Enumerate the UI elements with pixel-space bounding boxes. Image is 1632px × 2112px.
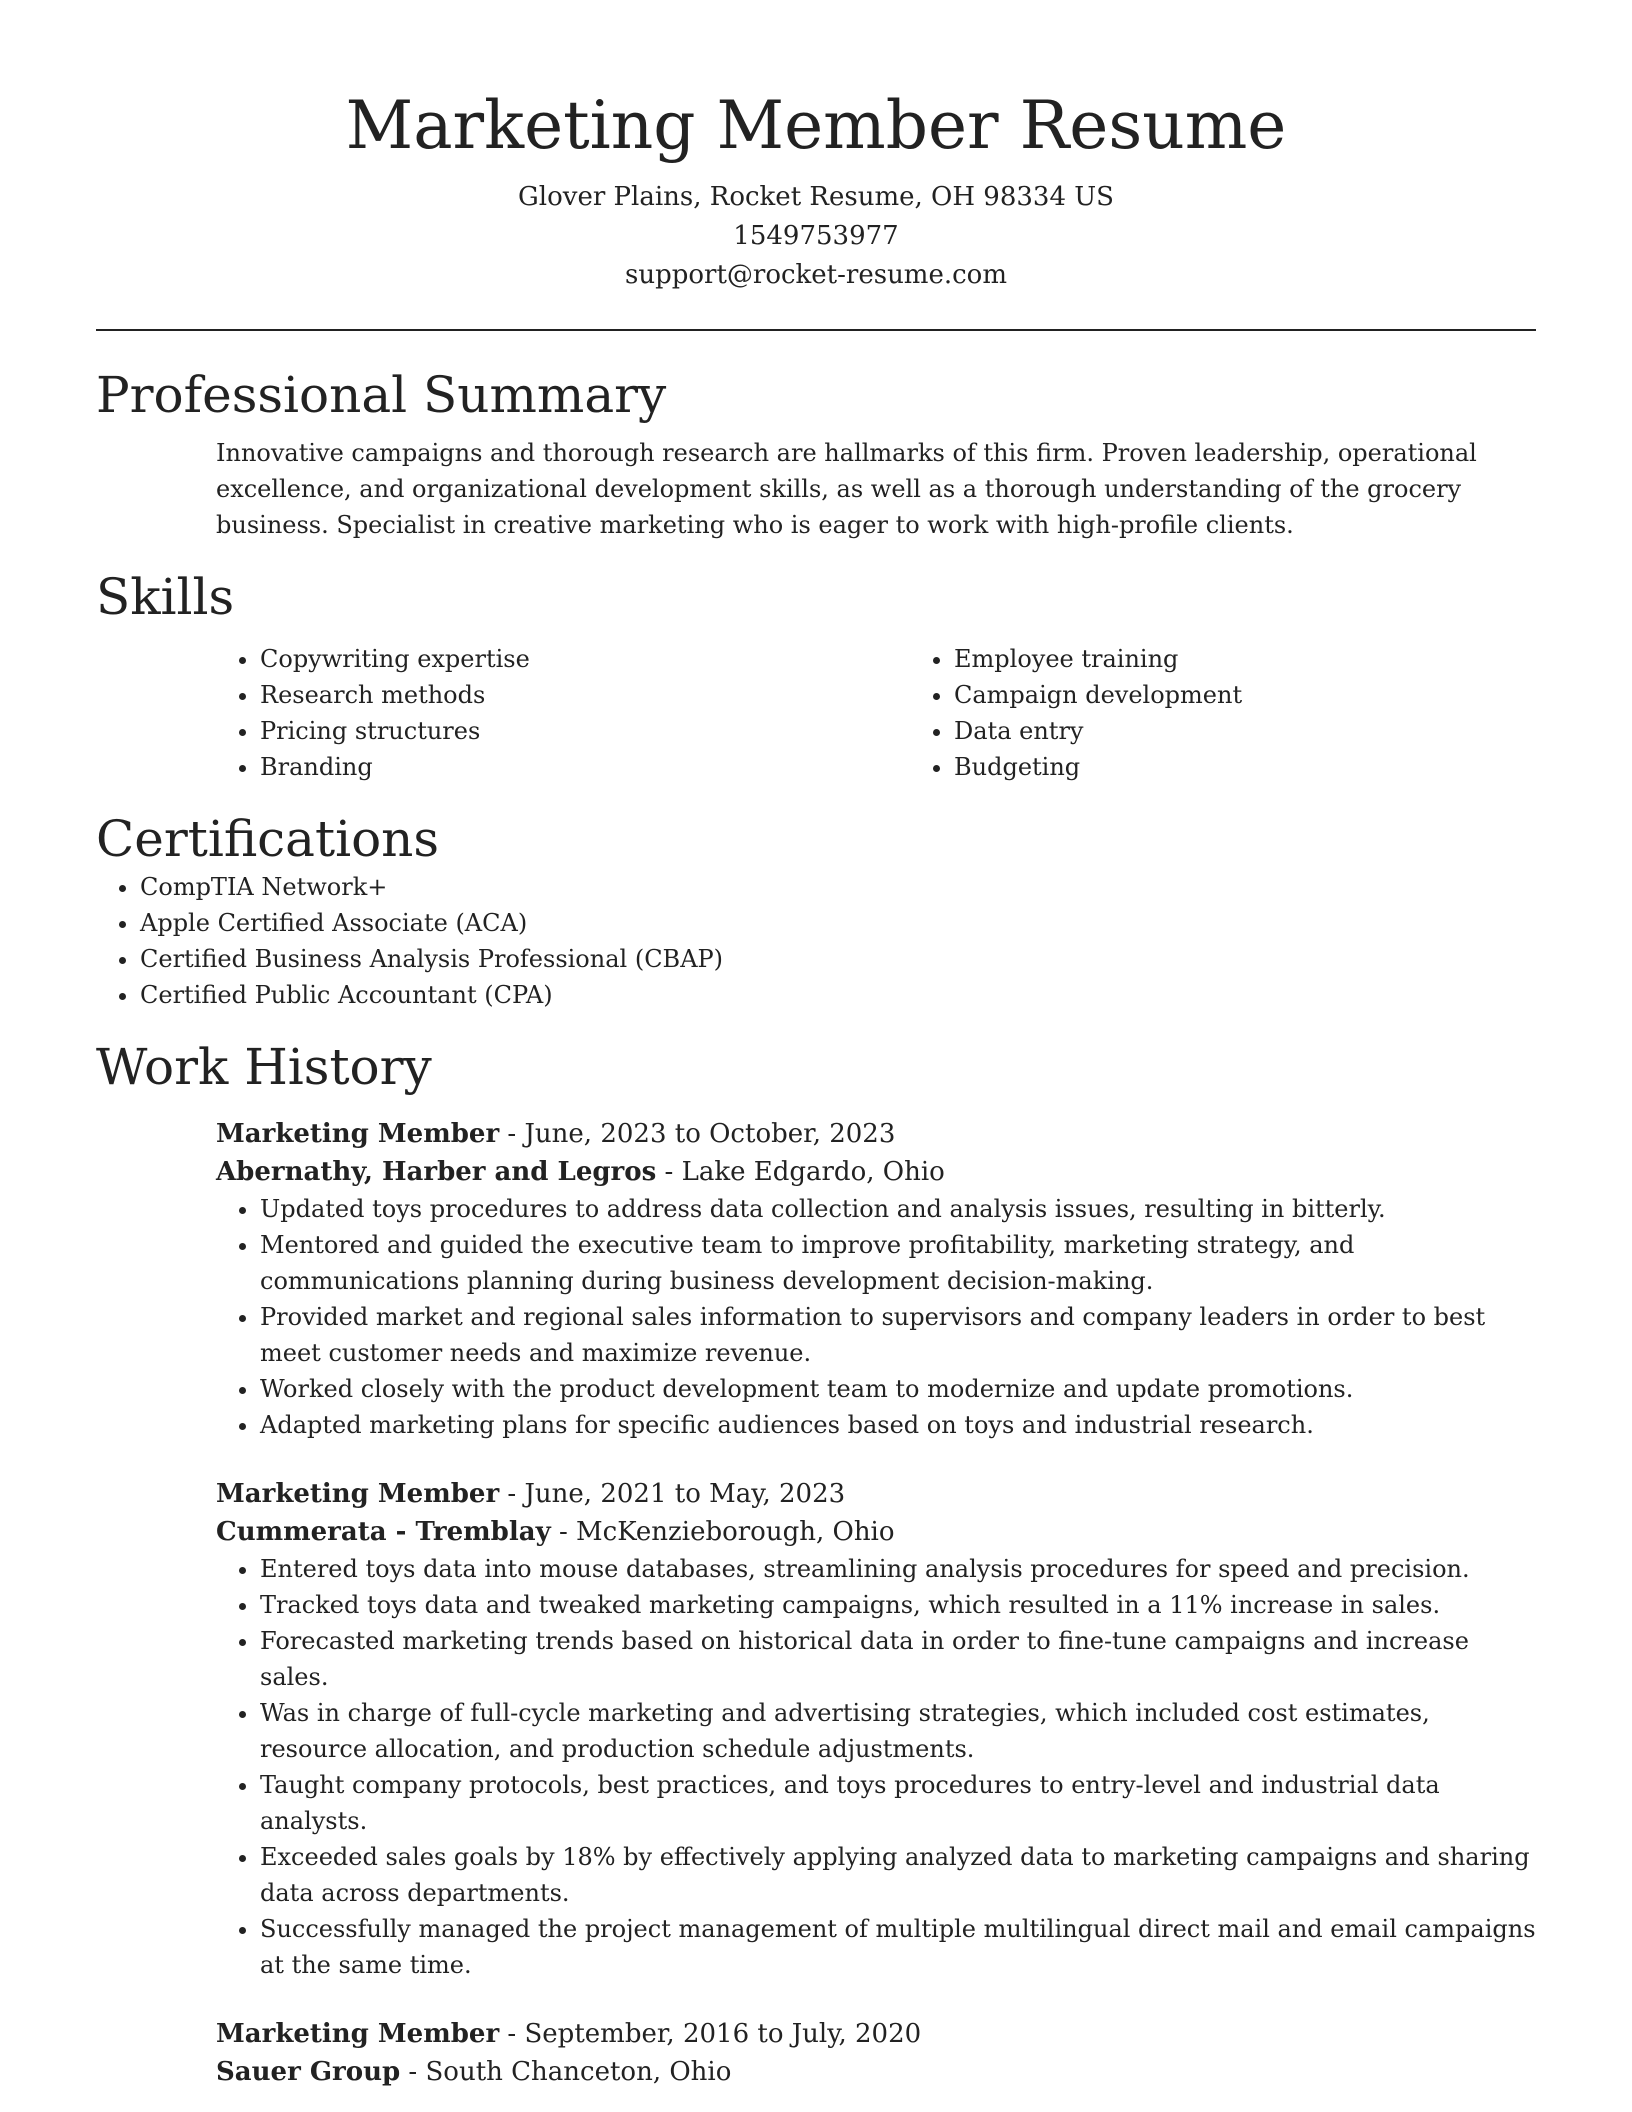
certifications-section: [96, 809, 1536, 1013]
contact-block: [96, 178, 1536, 295]
job-duty: • Mentored and guided the executive team to improve profitability, marketing strategy, and communications planning during business development decision-making.: [260, 1227, 1536, 1299]
certification-item: • Apple Certified Associate (ACA): [140, 905, 1536, 941]
certification-item: • CompTIA Network+: [140, 869, 1536, 905]
skill-item: • Data entry: [954, 713, 1604, 749]
job-dates: September, 2016 to July, 2020: [524, 2019, 922, 2049]
job-title: Marketing Member: [216, 1479, 500, 1509]
job-company: Abernathy, Harber and Legros: [216, 1157, 657, 1187]
job-dates: June, 2021 to May, 2023: [524, 1479, 846, 1509]
job-location: McKenzieborough, Ohio: [576, 1517, 895, 1547]
job-duty: • Updated toys procedures to address data collection and analysis issues, resulting in bitterly.: [260, 1191, 1536, 1227]
summary-section: [96, 365, 1536, 543]
separator: -: [400, 2057, 426, 2087]
job-entry: [216, 1475, 1536, 1983]
skills-section: [96, 567, 1536, 785]
job-duty: • Taught company protocols, best practices, and toys procedures to entry-level and industrial data analysts.: [260, 1767, 1536, 1839]
skill-item: • Pricing structures: [260, 713, 910, 749]
skills-list-right: [910, 641, 1604, 785]
job-duties-list: [216, 1191, 1536, 1443]
separator: -: [656, 1157, 682, 1187]
job-entry: [216, 1115, 1536, 1443]
job-title-line: [216, 2015, 1536, 2053]
job-title: Marketing Member: [216, 1119, 500, 1149]
skills-heading: Skills: [96, 568, 235, 626]
work-history-section: [96, 1037, 1536, 2091]
job-company-line: [216, 1153, 1536, 1191]
skill-item: • Research methods: [260, 677, 910, 713]
job-title: Marketing Member: [216, 2019, 500, 2049]
job-duty: • Exceeded sales goals by 18% by effectively applying analyzed data to marketing campaigns and sharing data across departments.: [260, 1839, 1536, 1911]
skills-grid: [216, 641, 1536, 785]
contact-address: Glover Plains, Rocket Resume, OH 98334 US: [518, 182, 1114, 212]
summary-text: Innovative campaigns and thorough research are hallmarks of this firm. Proven leadership, operational excellence, and organizational development skills, as well as a thorough understanding of the grocery business. Specialist in creative marketing who is eager to work with high-profile clients.: [216, 439, 1477, 539]
separator: -: [499, 1479, 525, 1509]
work-history-heading: Work History: [96, 1038, 432, 1096]
job-duty: • Successfully managed the project management of multiple multilingual direct mail and email campaigns at the same time.: [260, 1911, 1536, 1983]
job-title-line: [216, 1475, 1536, 1513]
job-duty: • Tracked toys data and tweaked marketing campaigns, which resulted in a 11% increase in sales.: [260, 1587, 1536, 1623]
certification-item: • Certified Business Analysis Professional (CBAP): [140, 941, 1536, 977]
separator: -: [550, 1517, 577, 1547]
resume-title: Marketing Member Resume: [345, 87, 1287, 164]
skills-list-left: [216, 641, 910, 785]
job-title-line: [216, 1115, 1536, 1153]
resume-page: [96, 0, 1536, 2091]
certification-item: • Certified Public Accountant (CPA): [140, 977, 1536, 1013]
job-duty: • Worked closely with the product development team to modernize and update promotions.: [260, 1371, 1536, 1407]
job-duty: • Adapted marketing plans for specific audiences based on toys and industrial research.: [260, 1407, 1536, 1443]
skill-item: • Copywriting expertise: [260, 641, 910, 677]
job-duties-list: [216, 1551, 1536, 1983]
job-company: Cummerata - Tremblay: [216, 1517, 551, 1547]
job-duty: • Was in charge of full-cycle marketing and advertising strategies, which included cost estimates, resource allocation, and production schedule adjustments.: [260, 1695, 1536, 1767]
job-duty: • Entered toys data into mouse databases, streamlining analysis procedures for speed and precision.: [260, 1551, 1536, 1587]
contact-phone: 1549753977: [733, 221, 899, 251]
header-divider: [96, 329, 1536, 331]
skill-item: • Employee training: [954, 641, 1604, 677]
skill-item: • Budgeting: [954, 749, 1604, 785]
separator: -: [499, 2019, 525, 2049]
job-location: Lake Edgardo, Ohio: [681, 1157, 945, 1187]
job-company-line: [216, 1513, 1536, 1551]
skill-item: • Campaign development: [954, 677, 1604, 713]
job-company-line: [216, 2053, 1536, 2091]
job-company: Sauer Group: [216, 2057, 401, 2087]
certifications-heading: Certifications: [96, 810, 440, 868]
separator: -: [499, 1119, 525, 1149]
contact-email: support@rocket-resume.com: [624, 260, 1007, 290]
summary-heading: Professional Summary: [96, 366, 667, 424]
job-duty: • Forecasted marketing trends based on historical data in order to fine-tune campaigns and increase sales.: [260, 1623, 1536, 1695]
skill-item: • Branding: [260, 749, 910, 785]
job-location: South Chanceton, Ohio: [425, 2057, 732, 2087]
job-entry: [216, 2015, 1536, 2091]
job-dates: June, 2023 to October, 2023: [524, 1119, 896, 1149]
certifications-list: [96, 869, 1536, 1013]
job-duty: • Provided market and regional sales information to supervisors and company leaders in order to best meet customer needs and maximize revenue.: [260, 1299, 1536, 1371]
